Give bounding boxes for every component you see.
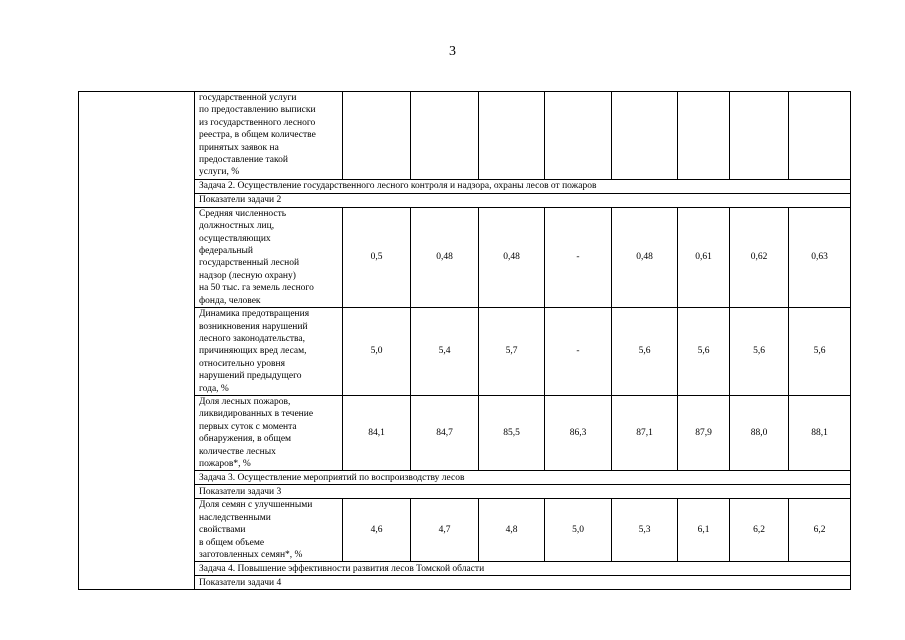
indicator-value-cell: 4,6: [343, 499, 411, 562]
indicator-row: [79, 92, 851, 180]
indicator-label-line: возникновения нарушений: [199, 321, 308, 332]
indicator-label: [195, 207, 343, 307]
indicator-value-cell: 5,3: [612, 499, 678, 562]
indicator-label-line: надзор (лесную охрану): [199, 270, 296, 281]
task-heading: Показатели задачи 4: [195, 576, 851, 590]
page-number: 3: [449, 44, 456, 59]
indicator-value-cell: 6,2: [730, 499, 789, 562]
indicator-value-cell: 87,1: [612, 395, 678, 470]
indicator-value-cell: 87,9: [678, 395, 730, 470]
indicator-label-line: обнаружения, в общем: [199, 434, 292, 445]
indicator-value-cell: 0,48: [612, 207, 678, 307]
indicator-label-line: заготовленных семян*, %: [199, 550, 303, 560]
indicator-value-cell: 5,6: [789, 308, 851, 396]
indicator-value-cell: 88,0: [730, 395, 789, 470]
indicator-label-line: первых суток с момента: [199, 421, 297, 432]
indicator-row: [79, 207, 851, 307]
indicator-value-cell: 84,1: [343, 395, 411, 470]
indicator-label-line: Динамика предотвращения: [199, 309, 310, 320]
indicator-label-line: свойствами: [199, 525, 246, 536]
task-row: [79, 485, 851, 499]
indicator-label-line: лесного законодательства,: [199, 333, 306, 344]
indicator-value-cell: [789, 92, 851, 180]
indicator-label-line: нарушений предыдущего: [199, 371, 302, 382]
indicator-label: [195, 308, 343, 396]
blank-number-column: [79, 92, 195, 590]
indicator-label-line: пожаров*, %: [199, 458, 251, 469]
indicator-value-cell: 0,48: [479, 207, 545, 307]
indicator-label: [195, 395, 343, 470]
indicator-row: [79, 499, 851, 562]
indicator-value-cell: 5,7: [479, 308, 545, 396]
indicator-label-line: из государственного лесного: [199, 117, 316, 128]
indicator-label-line: ликвидированных в течение: [199, 409, 314, 420]
indicator-value-cell: 4,7: [411, 499, 479, 562]
indicator-label-line: государственной услуги: [199, 93, 297, 103]
indicator-label-line: реестра, в общем количестве: [199, 130, 316, 141]
indicator-value-cell: 0,63: [789, 207, 851, 307]
indicator-value-cell: 5,0: [343, 308, 411, 396]
indicator-value-cell: 6,1: [678, 499, 730, 562]
task-heading: Задача 2. Осуществление государственного лесного контроля и надзора, охраны лесов от пожаров: [195, 179, 851, 193]
task-heading: Задача 4. Повышение эффективности развития лесов Томской области: [195, 562, 851, 576]
indicator-label-line: по предоставлению выписки: [199, 105, 316, 116]
indicator-label-line: наследственными: [199, 512, 271, 523]
task-row: [79, 576, 851, 590]
indicator-row: [79, 395, 851, 470]
indicator-label-line: федеральный: [199, 246, 253, 257]
indicator-value-cell: 4,8: [479, 499, 545, 562]
task-heading: Показатели задачи 2: [195, 193, 851, 207]
task-row: [79, 562, 851, 576]
indicator-label-line: года, %: [199, 383, 229, 394]
indicator-label-line: фонда, человек: [199, 295, 261, 306]
indicator-label-line: услуги, %: [199, 167, 240, 178]
indicator-label-line: Средняя численность: [199, 208, 287, 219]
task-row: [79, 193, 851, 207]
task-row: [79, 179, 851, 193]
indicator-value-cell: -: [545, 207, 612, 307]
indicators-table: [78, 91, 851, 590]
indicator-value-cell: 5,0: [545, 499, 612, 562]
indicator-label-line: Доля лесных пожаров,: [199, 396, 291, 407]
task-heading: Показатели задачи 3: [195, 485, 851, 499]
indicator-value-cell: 85,5: [479, 395, 545, 470]
indicator-value-cell: 88,1: [789, 395, 851, 470]
indicator-label-line: принятых заявок на: [199, 142, 279, 153]
indicator-value-cell: 86,3: [545, 395, 612, 470]
indicator-label-line: на 50 тыс. га земель лесного: [199, 283, 314, 294]
indicator-value-cell: [678, 92, 730, 180]
indicator-label-line: предоставление такой: [199, 155, 288, 166]
indicator-label-line: в общем объеме: [199, 537, 265, 548]
indicator-label-line: государственный лесной: [199, 258, 300, 269]
indicator-label-line: количестве лесных: [199, 446, 276, 457]
indicator-label-line: причиняющих вред лесам,: [199, 346, 307, 357]
indicator-value-cell: 6,2: [789, 499, 851, 562]
indicator-value-cell: 0,5: [343, 207, 411, 307]
indicator-value-cell: 5,6: [612, 308, 678, 396]
indicator-label-line: должностных лиц,: [199, 221, 275, 232]
indicator-label-line: осуществляющих: [199, 233, 271, 244]
indicator-label-line: Доля семян с улучшенными: [199, 500, 313, 511]
indicator-value-cell: 5,6: [678, 308, 730, 396]
indicator-label: [195, 499, 343, 562]
task-row: [79, 471, 851, 485]
indicator-value-cell: [343, 92, 411, 180]
indicator-value-cell: 5,6: [730, 308, 789, 396]
indicator-value-cell: 84,7: [411, 395, 479, 470]
indicator-value-cell: 0,62: [730, 207, 789, 307]
indicator-label-line: относительно уровня: [199, 358, 285, 369]
indicator-value-cell: [612, 92, 678, 180]
indicator-label: [195, 92, 343, 180]
indicator-value-cell: 5,4: [411, 308, 479, 396]
indicator-row: [79, 308, 851, 396]
indicator-value-cell: [411, 92, 479, 180]
indicator-value-cell: [730, 92, 789, 180]
task-heading: Задача 3. Осуществление мероприятий по воспроизводству лесов: [195, 471, 851, 485]
indicator-value-cell: [479, 92, 545, 180]
indicator-value-cell: 0,48: [411, 207, 479, 307]
indicator-value-cell: [545, 92, 612, 180]
indicator-value-cell: 0,61: [678, 207, 730, 307]
indicator-value-cell: -: [545, 308, 612, 396]
